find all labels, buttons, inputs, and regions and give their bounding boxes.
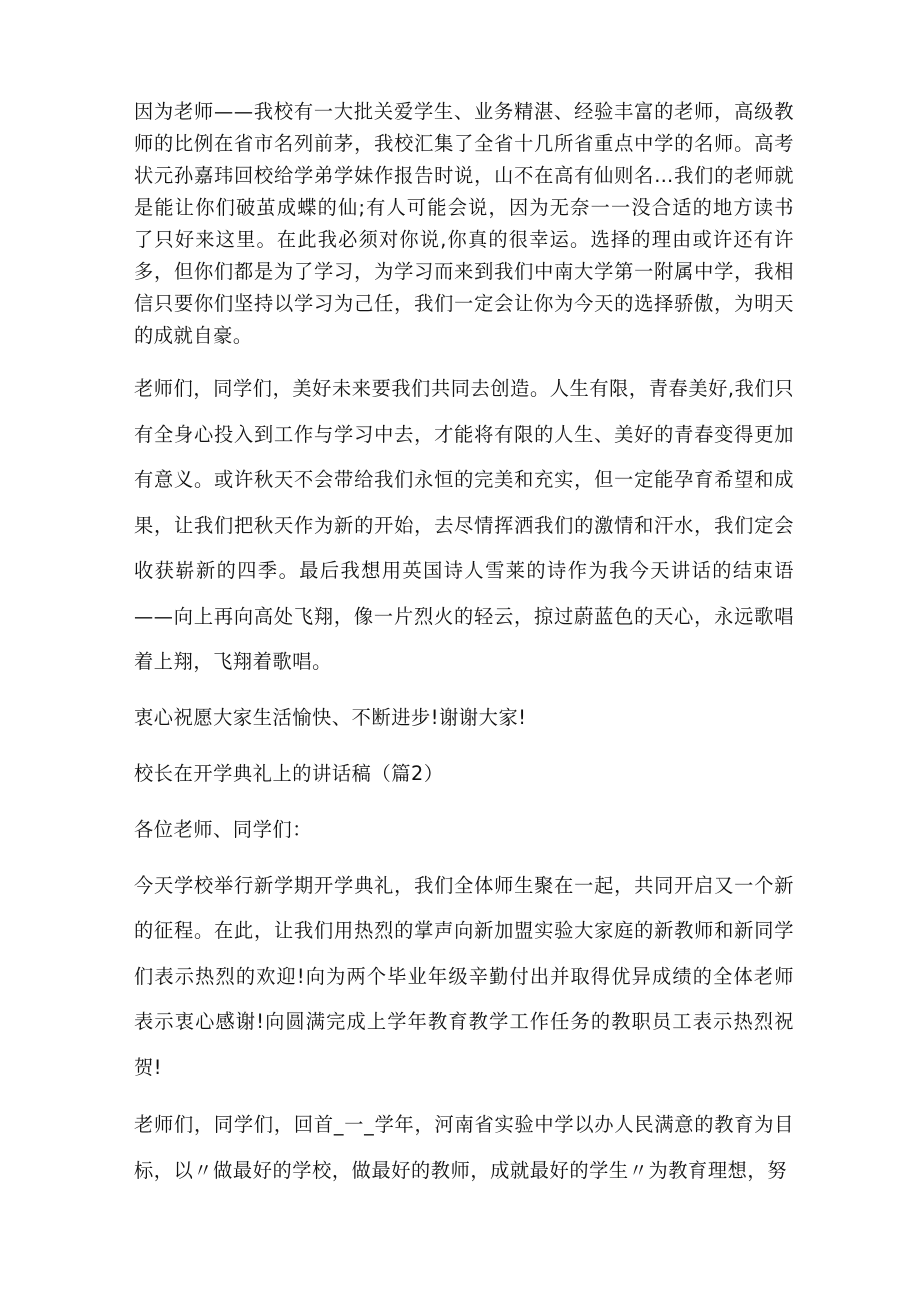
document-page	[134, 96, 794, 1193]
paragraph-review: 老师们，同学们，回首_一_学年，河南省实验中学以办人民满意的教育为目标，以〃做最好的学校，做最好的教师，成就最好的学生〃为教育理想，努	[134, 1113, 794, 1182]
paragraph-ceremony: 今天学校举行新学期开学典礼，我们全体师生聚在一起，共同开启又一个新的征程。在此，让我们用热烈的掌声向新加盟实验大家庭的新教师和新同学们表示热烈的欢迎!向为两个毕业年级辛勤付出并取得优异成绩的全体老师表示衷心感谢!向圆满完成上学年教育教学工作任务的教职员工表示热烈祝贺!	[134, 873, 794, 1079]
paragraph-wishes: 衷心祝愿大家生活愉快、不断进步!谢谢大家!	[134, 705, 527, 729]
section-heading: 校长在开学典礼上的讲话稿（篇2）	[134, 761, 444, 785]
paragraph-teachers: 因为老师——我校有一大批关爱学生、业务精湛、经验丰富的老师，高级教师的比例在省市名列前茅，我校汇集了全省十几所省重点中学的名师。高考状元孙嘉玮回校给学弟学妹作报告时说，山不在高有仙则名…我们的老师就是能让你们破茧成蝶的仙;有人可能会说，因为无奈一一没合适的地方读书了只好来这里。在此我必须对你说,你真的很幸运。选择的理由或许还有许多，但你们都是为了学习，为学习而来到我们中南大学第一附属中学，我相信只要你们坚持以学习为己任，我们一定会让你为今天的选择骄傲，为明天的成就自豪。	[134, 100, 794, 347]
paragraph-salutation: 各位老师、同学们：	[134, 817, 313, 841]
paragraph-future: 老师们，同学们，美好未来要我们共同去创造。人生有限，青春美好,我们只有全身心投入到工作与学习中去，才能将有限的人生、美好的青春变得更加有意义。或许秋天不会带给我们永恒的完美和充实，但一定能孕育希望和成果，让我们把秋天作为新的开始，去尽情挥洒我们的激情和汗水，我们定会收获崭新的四季。最后我想用英国诗人雪莱的诗作为我今天讲话的结束语——向上再向高处飞翔，像一片烈火的轻云，掠过蔚蓝色的天心，永远歌唱着上翔，飞翔着歌唱。	[134, 377, 794, 673]
